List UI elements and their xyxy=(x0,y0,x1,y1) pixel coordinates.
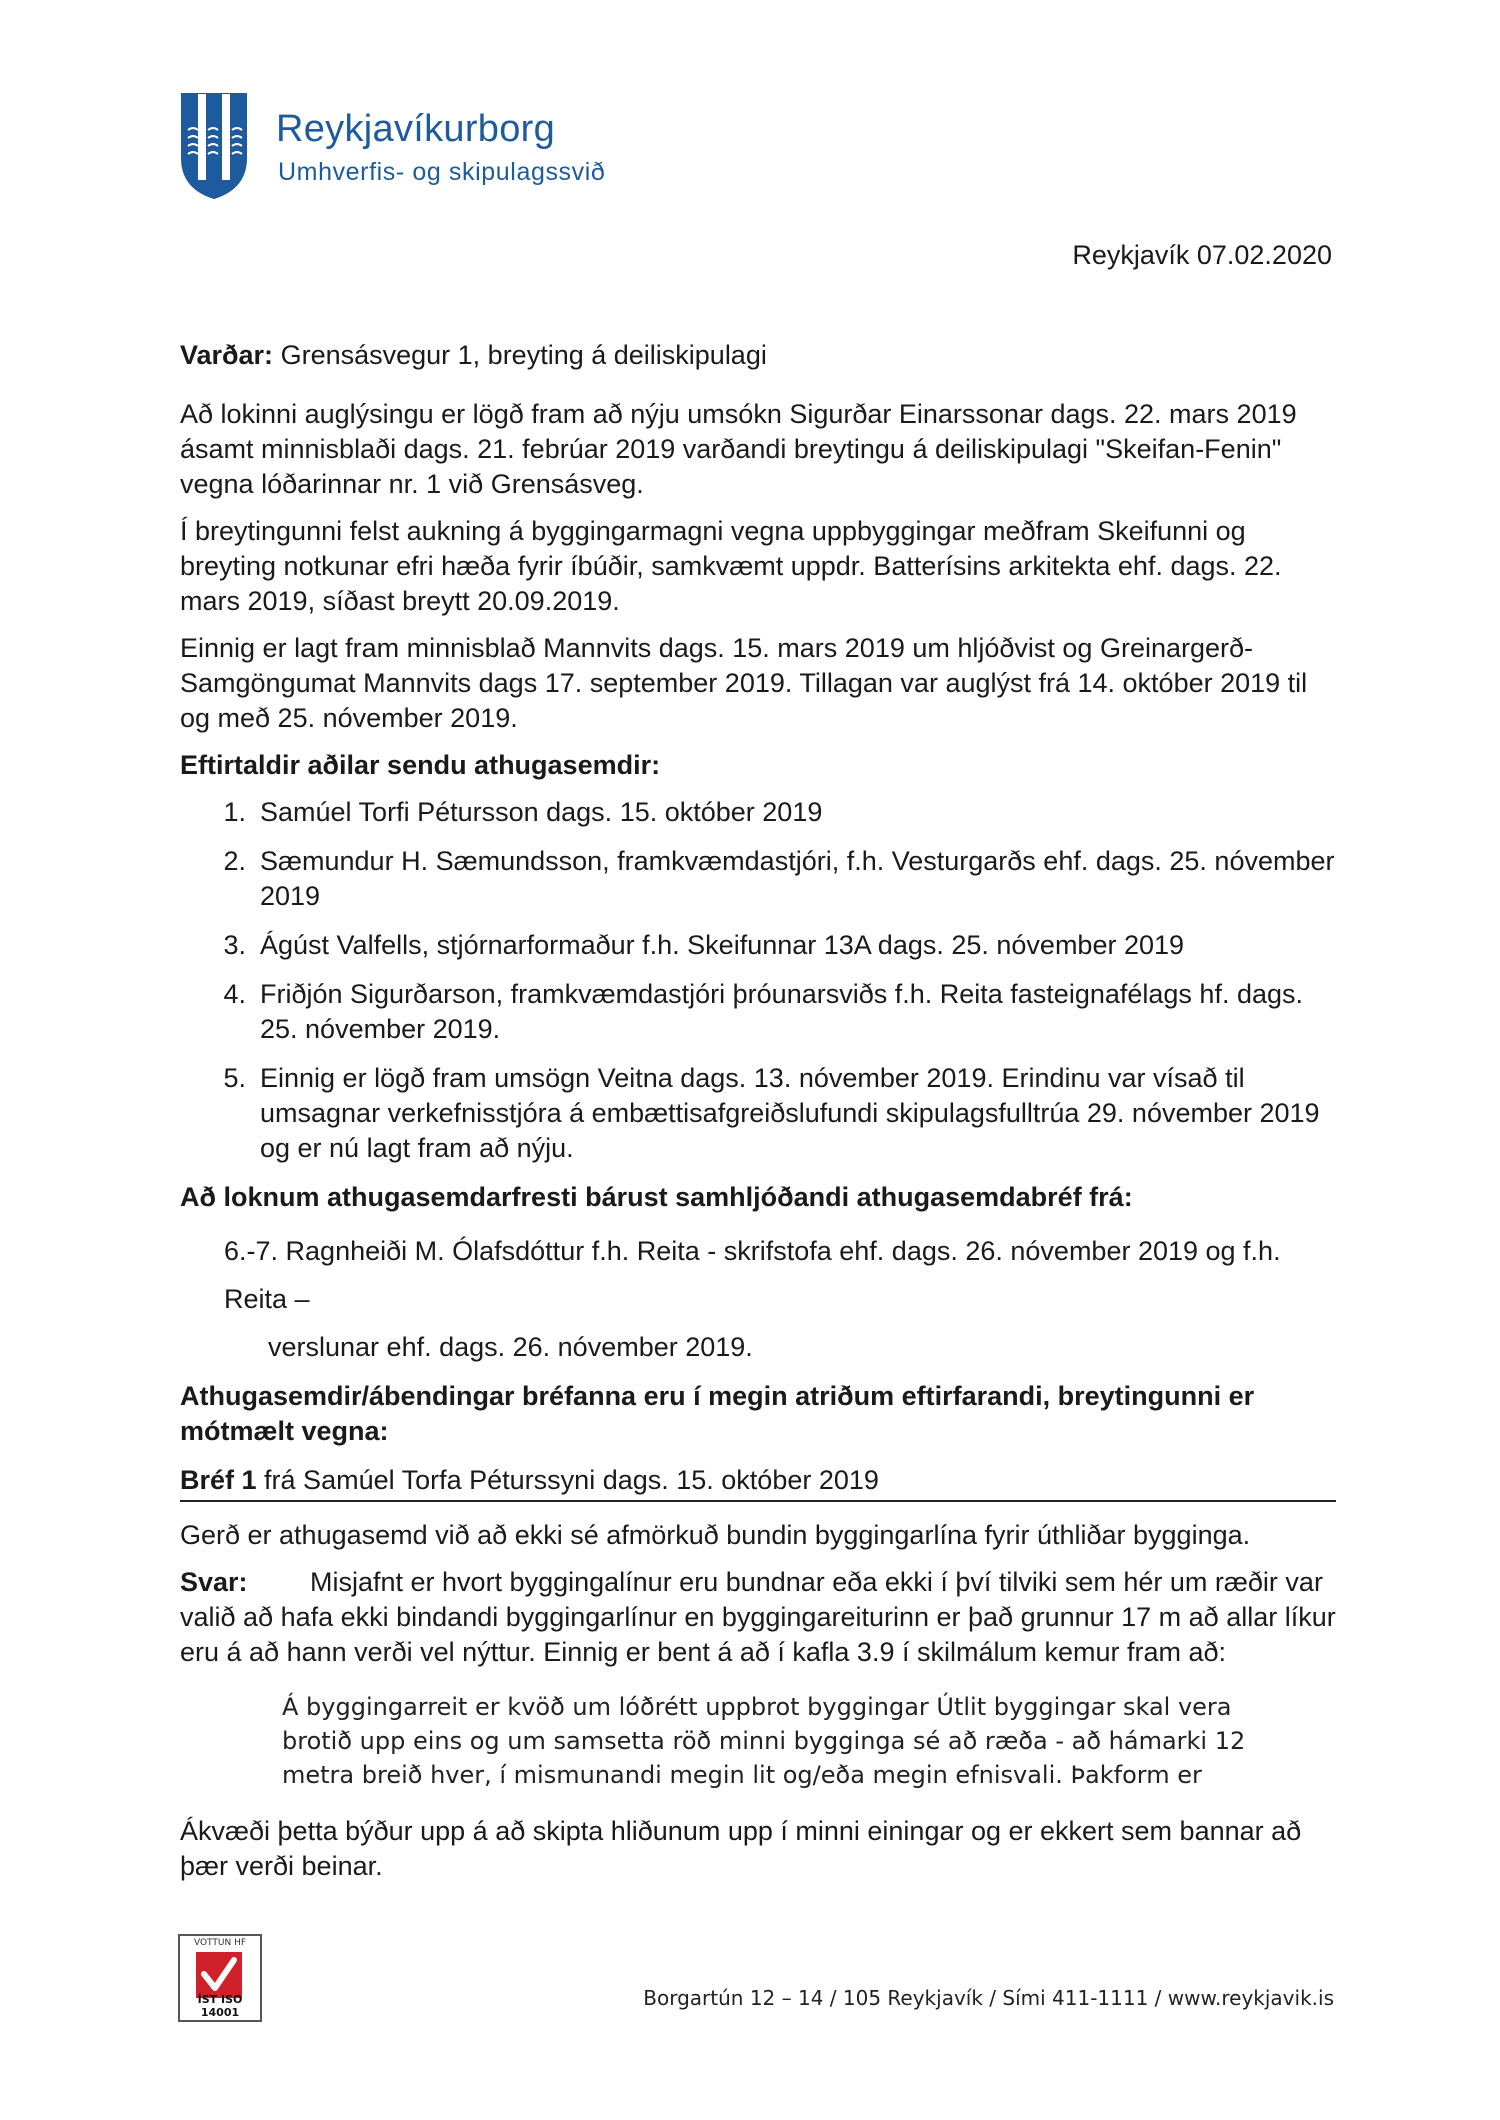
commenters-heading: Eftirtaldir aðilar sendu athugasemdir: xyxy=(180,750,661,780)
footer-address: Borgartún 12 – 14 / 105 Reykjavík / Sími 411-1111 / www.reykjavik.is xyxy=(643,1986,1334,2010)
list-text: Friðjón Sigurðarson, framkvæmdastjóri þróunarsviðs f.h. Reita fasteignafélags hf. dags. 25. nóvember 2019. xyxy=(260,979,1303,1044)
letter-body xyxy=(180,338,1336,1896)
after-deadline-heading: Að loknum athugasemdarfresti bárust samhljóðandi athugasemdabréf frá: xyxy=(180,1182,1133,1212)
quote-line: Á byggingarreit er kvöð um lóðrétt uppbrot byggingar Útlit byggingar skal vera xyxy=(282,1693,1232,1721)
commenters-list xyxy=(180,795,1336,1166)
paragraph: Í breytingunni felst aukning á byggingarmagni vegna uppbyggingar meðfram Skeifunni og breyting notkunar efri hæða fyrir íbúðir, samkvæmt uppdr. Batterísins arkitekta ehf. dags. 22. mars 2019, síðast breytt 20.09.2019. xyxy=(180,516,1282,616)
letter-date: Reykjavík 07.02.2020 xyxy=(1072,240,1332,270)
answer-label: Svar: xyxy=(180,1567,248,1597)
list-text: Sæmundur H. Sæmundsson, framkvæmdastjóri, f.h. Vesturgarðs ehf. dags. 25. nóvember 2019 xyxy=(260,846,1335,911)
header-logo xyxy=(180,92,620,202)
list-text: Einnig er lögð fram umsögn Veitna dags. 13. nóvember 2019. Erindinu var vísað til umsagnar verkefnisstjóra á embættisafgreiðslufundi skipulagsfulltrúa 29. nóvember 2019 og er nú lagt fram að nýju. xyxy=(260,1063,1320,1163)
letter-1-label: Bréf 1 xyxy=(180,1465,257,1495)
iso-certification-badge xyxy=(178,1934,262,2022)
list-number: 5. xyxy=(223,1063,246,1093)
org-name: Reykjavíkurborg xyxy=(276,108,556,150)
cert-top-text: VOTTUN HF xyxy=(193,1938,247,1948)
cert-bottom-text: ÍST ISO 14001 xyxy=(197,1993,243,2019)
list-number: 2. xyxy=(223,846,246,876)
after-quote-text: Ákvæði þetta býður upp á að skipta hliðunum upp í minni einingar og er ekkert sem bannar að þær verði beinar. xyxy=(180,1816,1302,1881)
list-item xyxy=(180,977,1336,1047)
list-number: 6.-7. xyxy=(224,1236,279,1266)
subject-text: Grensásvegur 1, breyting á deiliskipulagi xyxy=(280,340,767,370)
quote-line: metra breið hver, í mismunandi megin lit og/eða megin efnisvali. Þakform er xyxy=(282,1761,1202,1789)
letter-1-comment: Gerð er athugasemd við að ekki sé afmörkuð bundin byggingarlína fyrir úthliðar bygginga. xyxy=(180,1520,1251,1550)
list-item xyxy=(180,1061,1336,1166)
list-item xyxy=(180,928,1336,963)
after-deadline-item xyxy=(224,1227,1336,1371)
list-number: 1. xyxy=(223,797,246,827)
letter-1-heading xyxy=(180,1463,1336,1502)
list-text-continued: verslunar ehf. dags. 26. nóvember 2019. xyxy=(268,1332,753,1362)
list-text: Samúel Torfi Pétursson dags. 15. október 2019 xyxy=(260,797,823,827)
letter-1-text: frá Samúel Torfa Péturssyni dags. 15. október 2019 xyxy=(264,1465,879,1495)
letter-1-answer xyxy=(180,1565,1336,1670)
checkmark-icon xyxy=(196,1952,242,1998)
answer-text: Misjafnt er hvort byggingalínur eru bundnar eða ekki í því tilviki sem hér um ræðir var valið að hafa ekki bindandi byggingarlínur en byggingareiturinn er það grunnur 17 m að allar líkur eru á að hann verði vel nýttur. Einnig er bent á að í kafla 3.9 í skilmálum kemur fram að: xyxy=(180,1567,1336,1667)
department-name: Umhverfis- og skipulagssvið xyxy=(278,158,606,186)
summary-heading: Athugasemdir/ábendingar bréfanna eru í megin atriðum eftirfarandi, breytingunni er mótmælt vegna: xyxy=(180,1381,1255,1446)
subject-label: Varðar: xyxy=(180,340,274,370)
list-item xyxy=(180,795,1336,830)
list-number: 3. xyxy=(223,930,246,960)
terms-quote xyxy=(282,1690,1336,1792)
subject-line xyxy=(180,338,1336,373)
paragraph: Að lokinni auglýsingu er lögð fram að nýju umsókn Sigurðar Einarssonar dags. 22. mars 2019 ásamt minnisblaði dags. 21. febrúar 2019 varðandi breytingu á deiliskipulagi "Skeifan-Fenin" vegna lóðarinnar nr. 1 við Grensásveg. xyxy=(180,399,1297,499)
list-text: Ágúst Valfells, stjórnarformaður f.h. Skeifunnar 13A dags. 25. nóvember 2019 xyxy=(260,930,1185,960)
list-item xyxy=(180,844,1336,914)
list-text: Ragnheiði M. Ólafsdóttur f.h. Reita - skrifstofa ehf. dags. 26. nóvember 2019 og f.h. Reita – xyxy=(224,1236,1281,1314)
list-number: 4. xyxy=(223,979,246,1009)
coat-of-arms-icon xyxy=(180,92,248,200)
paragraph: Einnig er lagt fram minnisblað Mannvits dags. 15. mars 2019 um hljóðvist og Greinargerð-Samgöngumat Mannvits dags 17. september 2019. Tillagan var auglýst frá 14. október 2019 til og með 25. nóvember 2019. xyxy=(180,633,1308,733)
quote-line: brotið upp eins og um samsetta röð minni bygginga sé að ræða - að hámarki 12 xyxy=(282,1727,1246,1755)
